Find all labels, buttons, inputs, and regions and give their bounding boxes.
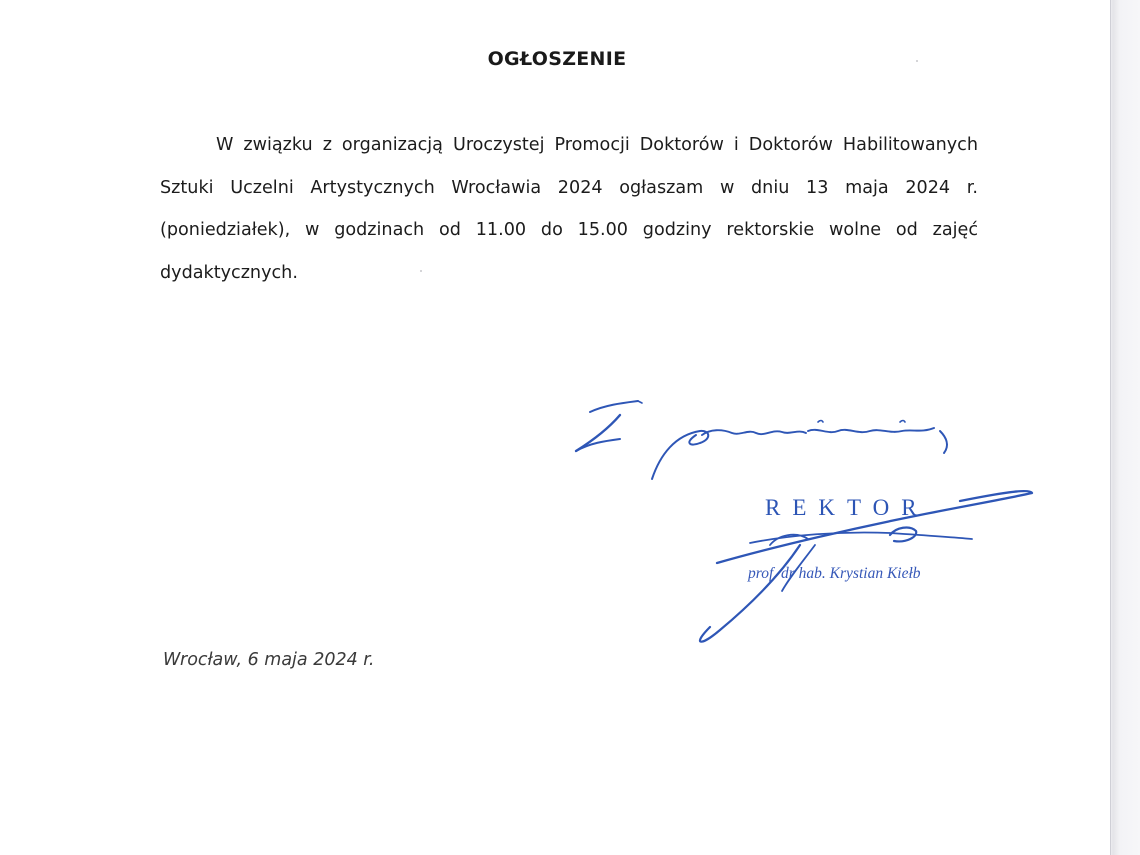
scan-speck: [916, 60, 918, 62]
scan-edge-line: [1110, 0, 1111, 855]
scan-edge: [1110, 0, 1140, 855]
document-title: OGŁOSZENIE: [487, 48, 627, 70]
stamp-title: REKTOR: [765, 495, 929, 520]
place-and-date: Wrocław, 6 maja 2024 r.: [163, 650, 375, 670]
announcement-body: W związku z organizacją Uroczystej Promocji Doktorów i Doktorów Habilitowanych Sztuki Uczelni Artystycznych Wrocławia 2024 ogłaszam w dniu 13 maja 2024 r. (poniedziałek), w godzinach od 11.00 do 15.00 godziny rektorskie wolne od zajęć dydaktycznych.: [160, 135, 978, 283]
signature-graphic: [560, 395, 1040, 655]
rector-stamp: [560, 395, 1040, 655]
scan-speck: [420, 270, 422, 272]
stamp-name: prof. dr hab. Krystian Kiełb: [748, 565, 921, 582]
